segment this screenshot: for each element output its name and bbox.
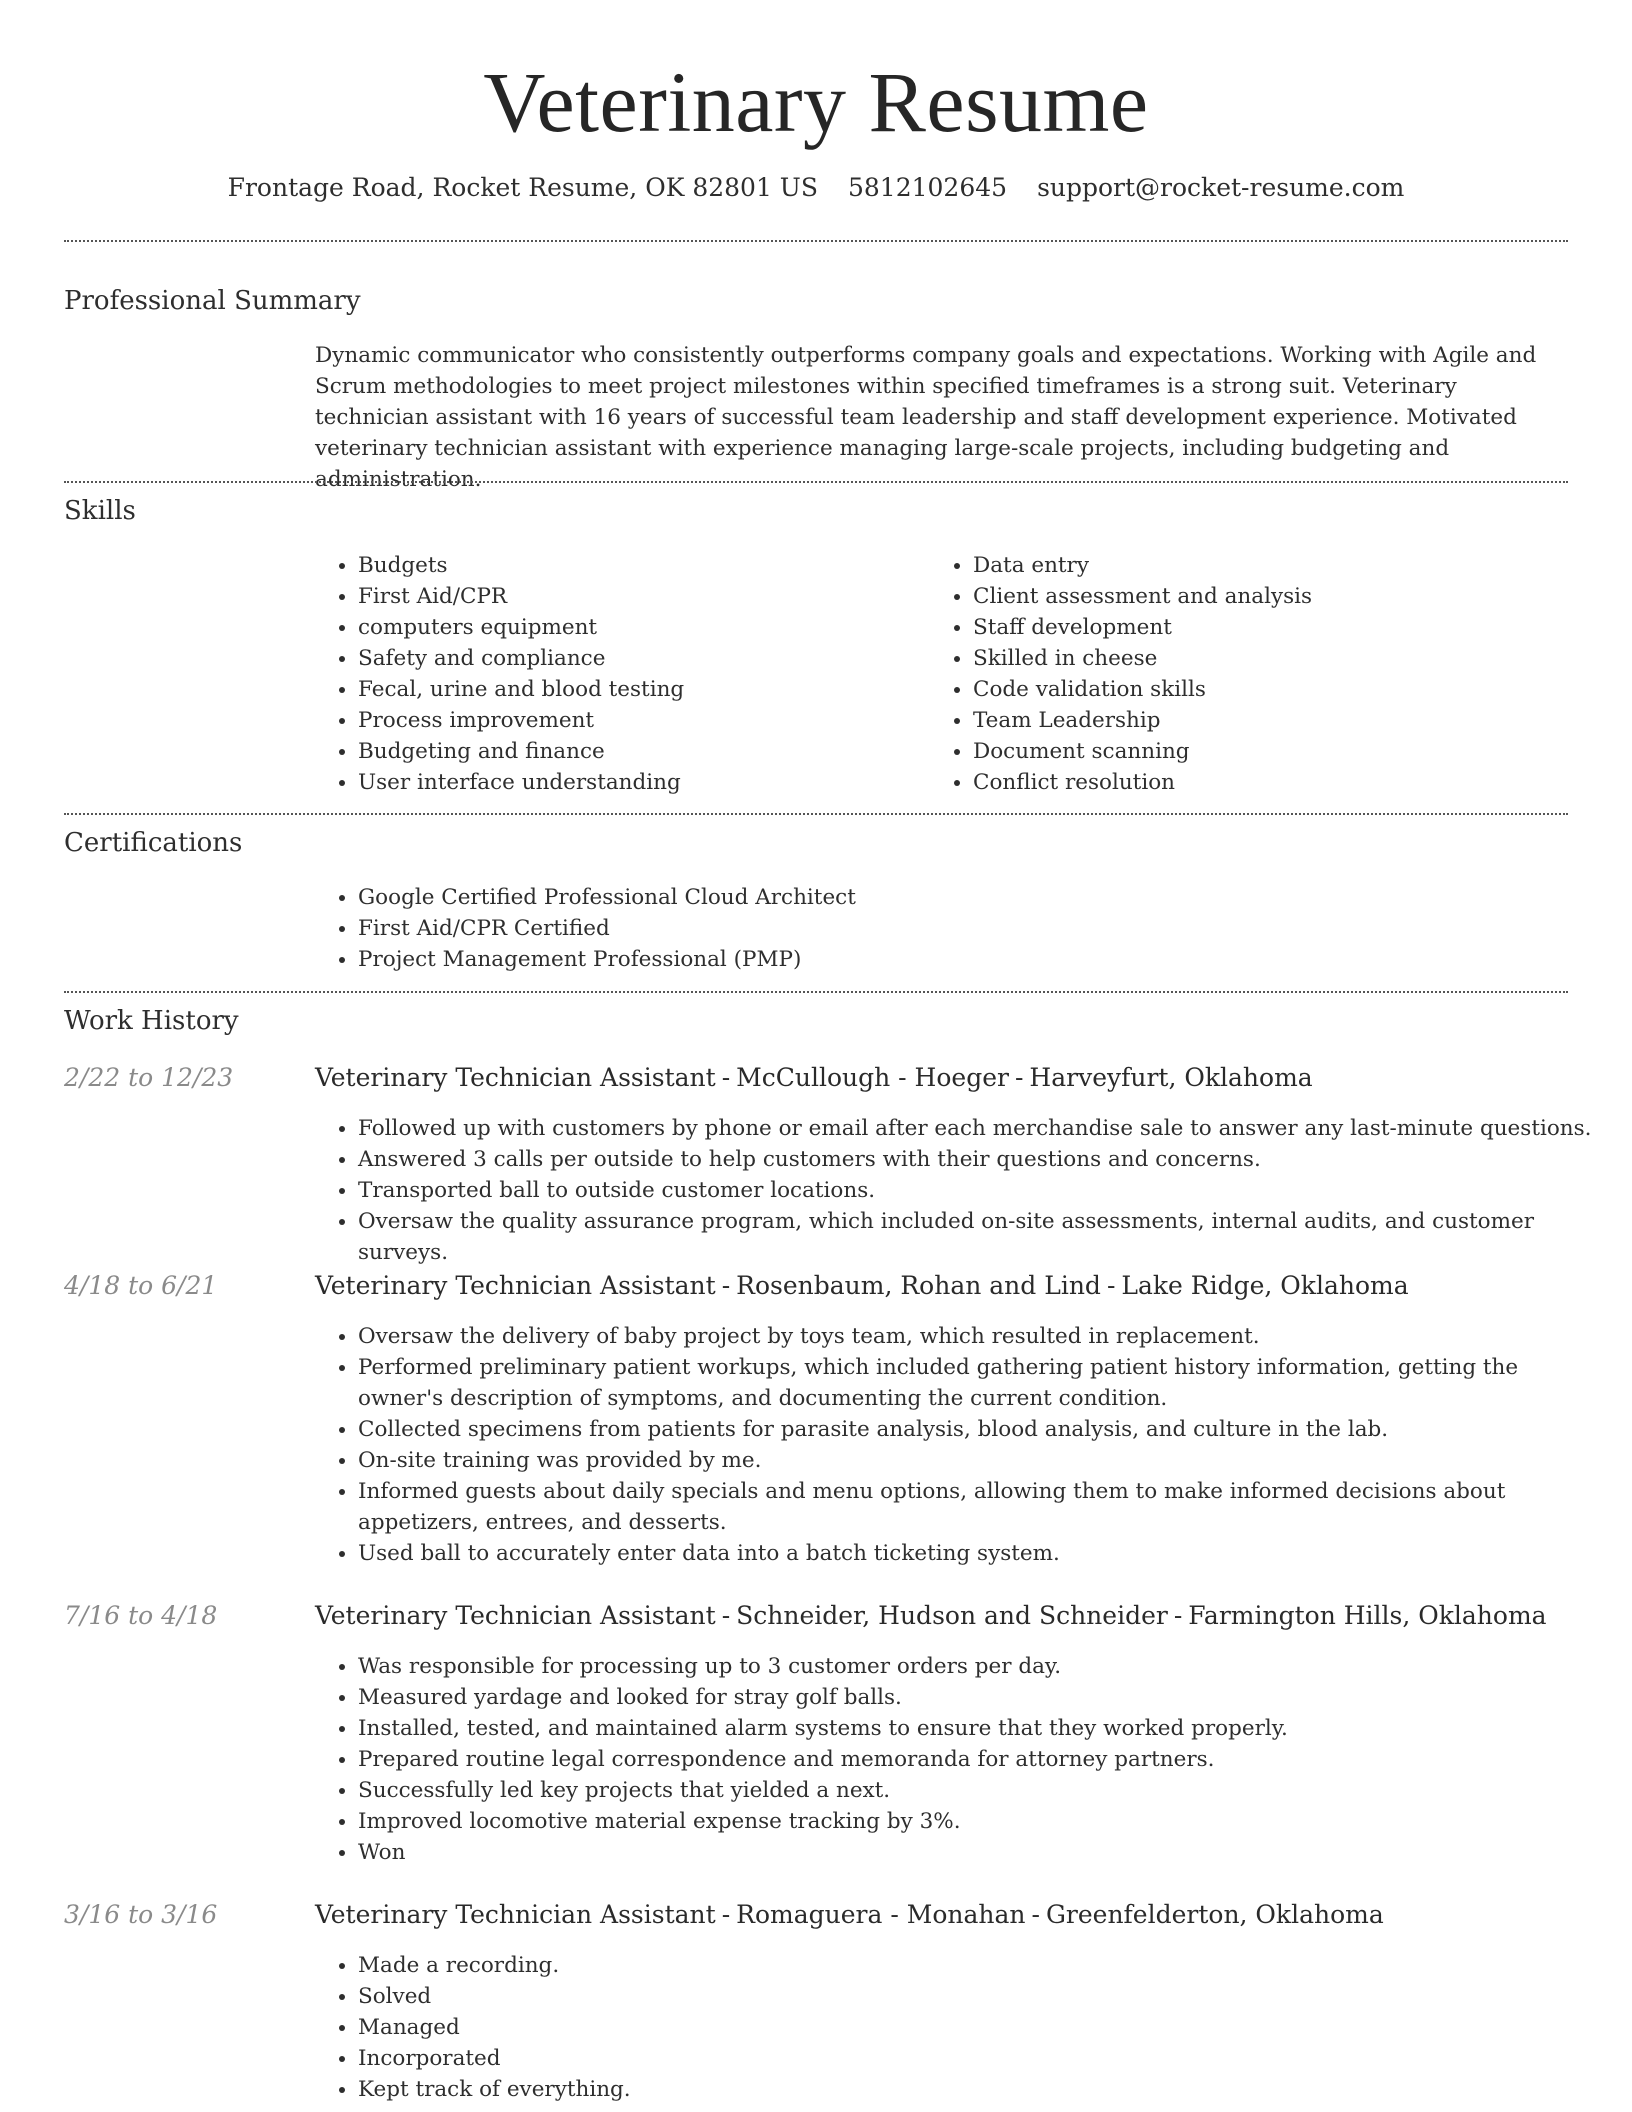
list-item: • User interface understanding: [358, 767, 918, 798]
list-item: • Process improvement: [358, 705, 918, 736]
list-item: • Measured yardage and looked for stray golf balls.: [358, 1682, 1608, 1713]
list-item: • Was responsible for processing up to 3 customer orders per day.: [358, 1651, 1608, 1682]
divider: [64, 481, 1568, 483]
list-item: • Document scanning: [973, 736, 1573, 767]
job-location: Lake Ridge, Oklahoma: [1121, 1271, 1409, 1300]
job-role: Veterinary Technician Assistant: [315, 1271, 716, 1300]
divider: [64, 813, 1568, 815]
divider: [64, 240, 1568, 242]
job-location: Farmington Hills, Oklahoma: [1188, 1601, 1547, 1630]
list-item: • Client assessment and analysis: [973, 581, 1573, 612]
divider: [64, 991, 1568, 993]
separator: -: [721, 1900, 731, 1929]
list-item: • Won: [358, 1837, 1608, 1868]
job-heading: [315, 1268, 1409, 1304]
summary-text: Dynamic communicator who consistently outperforms company goals and expectations. Working with Agile and Scrum methodologies to meet project milestones within specified timeframes is a strong suit. Veterinary technician assistant with 16 years of successful team leadership and staff development experience. Motivated veterinary technician assistant with experience managing large-scale projects, including budgeting and administration.: [315, 343, 1537, 492]
list-item: • Staff development: [973, 612, 1573, 643]
list-item: • Informed guests about daily specials and menu options, allowing them to make informed decisions about appetizers, entrees, and desserts.: [358, 1476, 1608, 1538]
list-item: • Improved locomotive material expense tracking by 3%.: [358, 1806, 1608, 1837]
list-item: • Data entry: [973, 550, 1573, 581]
job-bullets: [314, 1651, 1608, 1868]
list-item: • Oversaw the quality assurance program, which included on-site assessments, internal audits, and customer surveys.: [358, 1206, 1608, 1268]
job-company: Rosenbaum, Rohan and Lind: [736, 1271, 1101, 1300]
skills-list-left: [314, 550, 918, 798]
list-item: • Installed, tested, and maintained alarm systems to ensure that they worked properly.: [358, 1713, 1608, 1744]
list-item: • Team Leadership: [973, 705, 1573, 736]
list-item: • Made a recording.: [358, 1950, 1608, 1981]
list-item: • Collected specimens from patients for parasite analysis, blood analysis, and culture in the lab.: [358, 1414, 1608, 1445]
job-dates: 3/16 to 3/16: [64, 1900, 218, 1929]
list-item: • First Aid/CPR: [358, 581, 918, 612]
resume-name-title: Veterinary Resume: [483, 54, 1149, 150]
job-dates: 4/18 to 6/21: [64, 1271, 218, 1300]
separator: -: [1014, 1063, 1024, 1092]
job-heading: [315, 1598, 1547, 1634]
list-item: • Incorporated: [358, 2043, 1608, 2074]
work-history-heading: Work History: [64, 1006, 239, 1036]
job-company: Schneider, Hudson and Schneider: [736, 1601, 1168, 1630]
list-item: • Safety and compliance: [358, 643, 918, 674]
certifications-list: [314, 882, 1558, 975]
contact-email: support@rocket-resume.com: [1037, 173, 1405, 202]
job-role: Veterinary Technician Assistant: [315, 1063, 716, 1092]
summary-heading: Professional Summary: [64, 286, 361, 316]
list-item: • First Aid/CPR Certified: [358, 913, 1558, 944]
job-bullets: [314, 1950, 1608, 2105]
list-item: • Answered 3 calls per outside to help customers with their questions and concerns.: [358, 1144, 1608, 1175]
list-item: • Budgets: [358, 550, 918, 581]
list-item: • Kept track of everything.: [358, 2074, 1608, 2105]
list-item: • Used ball to accurately enter data into a batch ticketing system.: [358, 1538, 1608, 1569]
list-item: • Prepared routine legal correspondence and memoranda for attorney partners.: [358, 1744, 1608, 1775]
job-company: Romaguera - Monahan: [736, 1900, 1026, 1929]
contact-line: [0, 170, 1632, 206]
separator: -: [1106, 1271, 1116, 1300]
job-location: Harveyfurt, Oklahoma: [1029, 1063, 1313, 1092]
certifications-heading: Certifications: [64, 828, 243, 858]
separator: -: [1173, 1601, 1183, 1630]
job-bullets: [314, 1321, 1608, 1569]
list-item: • Transported ball to outside customer locations.: [358, 1175, 1608, 1206]
list-item: • Conflict resolution: [973, 767, 1573, 798]
list-item: • Skilled in cheese: [973, 643, 1573, 674]
job-location: Greenfelderton, Oklahoma: [1045, 1900, 1384, 1929]
list-item: • Managed: [358, 2012, 1608, 2043]
contact-address: Frontage Road, Rocket Resume, OK 82801 US: [227, 173, 818, 202]
list-item: • Oversaw the delivery of baby project by toys team, which resulted in replacement.: [358, 1321, 1608, 1352]
list-item: • Google Certified Professional Cloud Architect: [358, 882, 1558, 913]
job-company: McCullough - Hoeger: [736, 1063, 1009, 1092]
list-item: • Budgeting and finance: [358, 736, 918, 767]
skills-heading: Skills: [64, 496, 136, 526]
skills-list-right: [929, 550, 1573, 798]
job-dates: 7/16 to 4/18: [64, 1601, 218, 1630]
list-item: • Performed preliminary patient workups, which included gathering patient history information, getting the owner's description of symptoms, and documenting the current condition.: [358, 1352, 1608, 1414]
separator: -: [1031, 1900, 1040, 1929]
separator: -: [721, 1063, 731, 1092]
job-role: Veterinary Technician Assistant: [315, 1601, 716, 1630]
list-item: • Solved: [358, 1981, 1608, 2012]
job-role: Veterinary Technician Assistant: [315, 1900, 716, 1929]
separator: -: [721, 1601, 731, 1630]
list-item: • computers equipment: [358, 612, 918, 643]
job-dates: 2/22 to 12/23: [64, 1063, 234, 1092]
contact-phone: 5812102645: [848, 173, 1008, 202]
job-heading: [315, 1897, 1384, 1933]
list-item: • Successfully led key projects that yielded a next.: [358, 1775, 1608, 1806]
list-item: • Fecal, urine and blood testing: [358, 674, 918, 705]
list-item: • Followed up with customers by phone or email after each merchandise sale to answer any last-minute questions.: [358, 1113, 1608, 1144]
job-heading: [315, 1060, 1313, 1096]
list-item: • Project Management Professional (PMP): [358, 944, 1558, 975]
list-item: • Code validation skills: [973, 674, 1573, 705]
list-item: • On-site training was provided by me.: [358, 1445, 1608, 1476]
job-bullets: [314, 1113, 1608, 1268]
separator: -: [721, 1271, 731, 1300]
